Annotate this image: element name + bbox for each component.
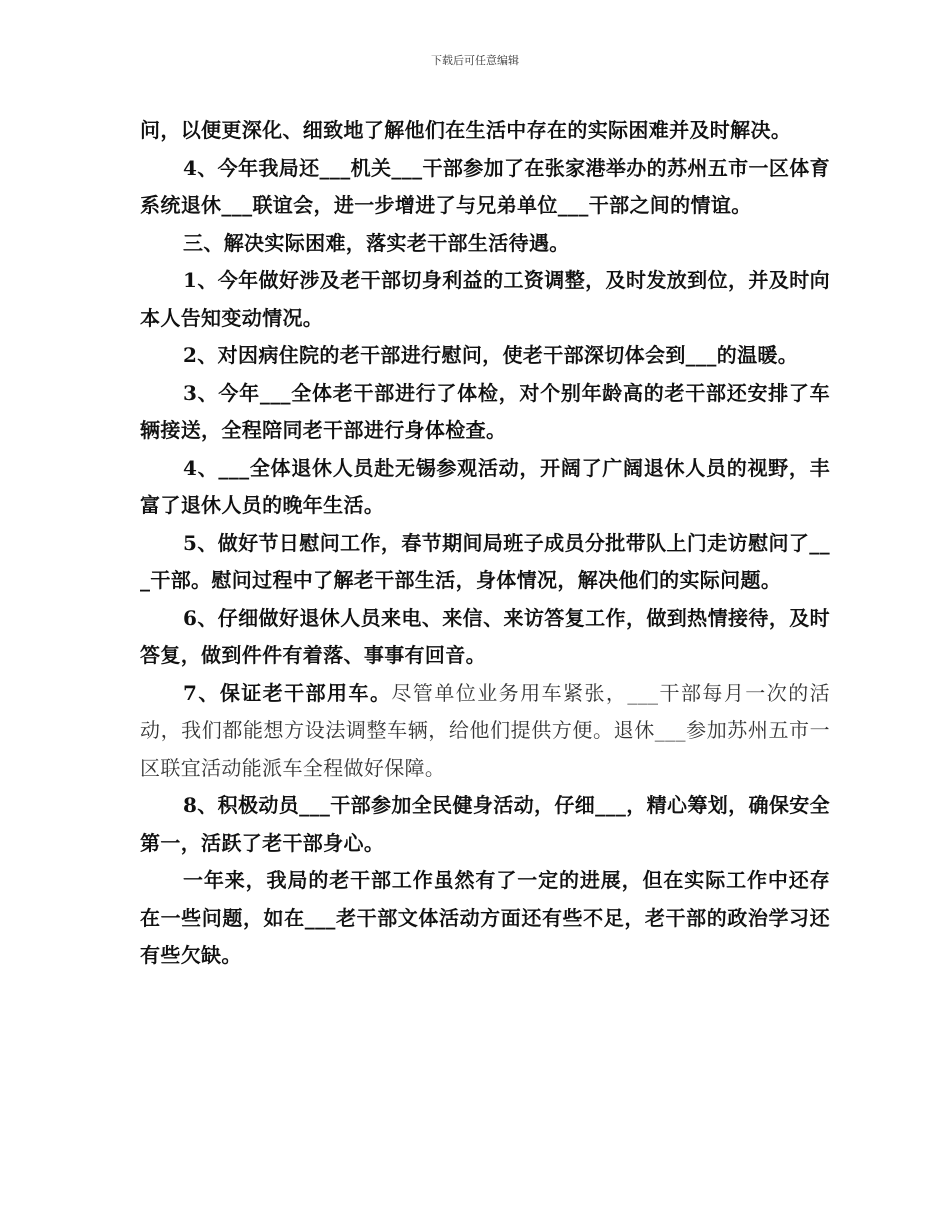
section-heading-3: 三、解决实际困难，落实老干部生活待遇。 (183, 230, 570, 255)
paragraph-item-2-hospital: 2、对因病住院的老干部进行慰问，使老干部深切体会到___的温暖。 (183, 343, 799, 367)
document-body (140, 112, 830, 975)
paragraph-item-4-wuxi: 4、___全体退休人员赴无锡参观活动，开阔了广阔退休人员的视野，丰富了退休人员的晚年生活。 (140, 455, 830, 517)
paragraph-continuation: 问，以便更深化、细致地了解他们在生活中存在的实际困难并及时解决。 (140, 118, 792, 142)
paragraph-item-4-reunion: 4、今年我局还___机关___干部参加了在张家港举办的苏州五市一区体育系统退休___联谊会，进一步增进了与兄弟单位___干部之间的情谊。 (140, 155, 830, 217)
paragraph-item-5-visit: 5、做好节日慰问工作，春节期间局班子成员分批带队上门走访慰问了___干部。慰问过程中了解老干部生活，身体情况，解决他们的实际问题。 (140, 530, 830, 592)
paragraph-item-1-salary: 1、今年做好涉及老干部切身利益的工资调整，及时发放到位，并及时向本人告知变动情况。 (140, 268, 830, 330)
paragraph-summary: 一年来，我局的老干部工作虽然有了一定的进展，但在实际工作中还存在一些问题，如在___老干部文体活动方面还有些不足，老干部的政治学习还有些欠缺。 (140, 868, 830, 967)
paragraph-item-6-reply: 6、仔细做好退休人员来电、来信、来访答复工作，做到热情接待，及时答复，做到件件有着落、事事有回音。 (140, 605, 830, 667)
paragraph-item-8-fitness: 8、积极动员___干部参加全民健身活动，仔细___，精心筹划，确保安全第一，活跃了老干部身心。 (140, 793, 830, 855)
paragraph-item-3-checkup: 3、今年___全体老干部进行了体检，对个别年龄高的老干部还安排了车辆接送，全程陪同老干部进行身体检查。 (140, 380, 830, 442)
paragraph-item-7-lead: 7、保证老干部用车。 (183, 680, 392, 705)
paragraph-item-7-vehicle (140, 675, 830, 788)
page-header: 下载后可任意编辑 (431, 54, 519, 67)
paragraph-item-7-rest: 尽管单位业务用车紧张，___干部每月一次的活动，我们都能想方设法调整车辆，给他们提供方便。退休___参加苏州五市一区联宜活动能派车全程做好保障。 (140, 680, 831, 780)
